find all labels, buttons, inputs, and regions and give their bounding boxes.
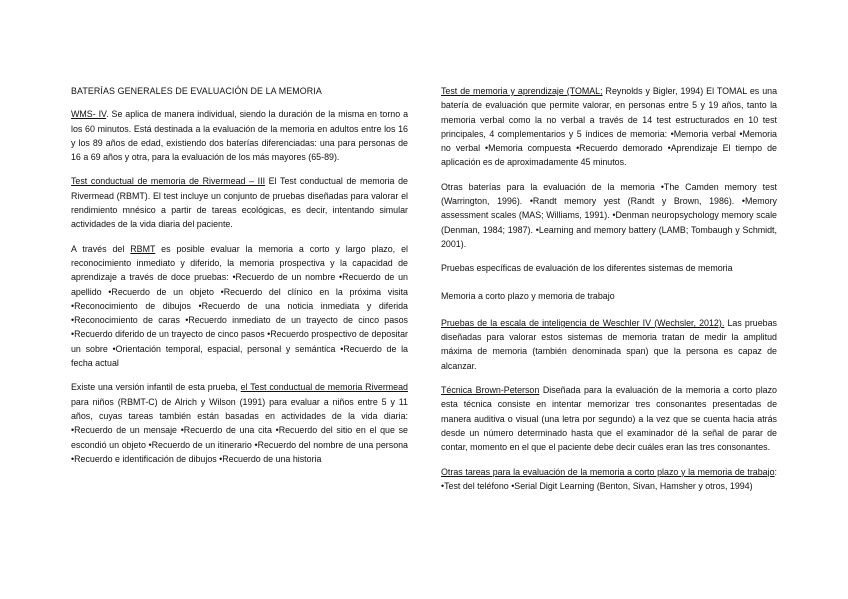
term-rbmt-child: el Test conductual de memoria Rivermead [240,382,408,393]
text-tomal: Reynolds y Bigler, 1994) El TOMAL es una batería de evaluación que permite valorar, en personas entre 5 y 19 años, tanto la memoria verbal como la no verbal a través de 14 test estructurados en 10 test principales, 4 complementarios y 5 índices de memoria: •Memoria verbal •Memoria no verbal •Memoria compuesta •Recuerdo demorado •Aprendizaje El tiempo de aplicación es de aproximadamente 45 minutos. [441,86,777,168]
text-weschler: Las pruebas diseñadas para valorar estos sistemas de memoria tratan de medir la amplitud máxima de memoria (también denominada span) que la persona es capaz de alcanzar. [441,317,777,371]
term-brown-peterson: Técnica Brown-Peterson [441,385,540,396]
right-column [441,84,777,503]
paragraph-wms [71,107,408,164]
paragraph-other-tasks [441,465,777,494]
paragraph-tomal [441,84,777,170]
paragraph-weschler [441,316,777,373]
text-rbmt: El Test conductual de memoria de Rivermead (RBMT). El test incluye un conjunto de pruebas diseñadas para valorar el rendimiento mnésico a partir de tareas ecológicas, es decir, intentando simular actividades de la vida diaria del paciente. [71,176,408,230]
term-rbmt-short: RBMT [130,243,156,254]
text-rbmt-child: para niños (RBMT-C) de Alrich y Wilson (1991) para evaluar a niños entre 5 y 11 años, cuyas tareas también están basadas en actividades de la vida diaria: •Recuerdo de un mensaje •Recuerdo de una cita •Recuerdo del sitio en el que se escondió un objeto •Recuerdo de un itinerario •Recuerdo del nombre de una persona •Recuerdo e identificación de dibujos •Recuerdo de una historia [71,396,408,464]
term-rbmt: Test conductual de memoria de Rivermead – III [71,176,266,187]
paragraph-rbmt-detail [71,242,408,371]
text-other-tasks: : •Test del teléfono •Serial Digit Learning (Benton, Sivan, Hamsher y otros, 1994) [441,466,777,491]
pre-rbmt-child: Existe una versión infantil de esta prueba, [71,382,241,393]
left-column [71,84,408,476]
term-tomal: Test de memoria y aprendizaje (TOMAL; [441,86,603,96]
paragraph-rbmt [71,174,408,231]
term-other-tasks: Otras tareas para la evaluación de la memoria a corto plazo y la memoria de trabajo [441,466,775,477]
paragraph-rbmt-child [71,380,408,466]
pre-rbmt-detail: A través del [71,243,131,254]
text-brown-peterson: Diseñada para la evaluación de la memoria a corto plazo esta técnica consiste en intentar memorizar tres consonantes presentadas de manera auditiva o visual (una letra por segundo) a la vez que se cuenta hacia atrás desde un número determinado hasta que el examinador dé la señal de parar de contar, momento en el que el paciente debe decir cuáles eran las tres consonantes. [441,385,777,453]
term-weschler: Pruebas de la escala de inteligencia de Weschler IV (Wechsler, 2012). [441,317,725,328]
heading-short-term-memory: Memoria a corto plazo y memoria de trabajo [441,290,615,301]
term-wms: WMS- IV [71,109,107,120]
paragraph-other-batteries: Otras baterías para la evaluación de la memoria •The Camden memory test (Warrington, 1996). •Randt memory yest (Randt y Brown, 1986). •Memory assessment scales (MAS; Williams, 1991). •Denman neuropsychology memory scale (Denman, 1984; 1987). •Learning and memory battery (LAMB; Tombaugh y Schmidt, 2001). [441,181,777,249]
heading-specific-tests: Pruebas específicas de evaluación de los diferentes sistemas de memoria [441,263,733,274]
paragraph-brown-peterson [441,383,777,454]
section-heading: BATERÍAS GENERALES DE EVALUACIÓN DE LA MEMORIA [71,86,322,96]
text-rbmt-detail: es posible evaluar la memoria a corto y largo plazo, el reconocimiento inmediato y diferido, la memoria prospectiva y la capacidad de aprendizaje a través de doce pruebas: •Recuerdo de un nombre •Recuerdo de un apellido •Recuerdo de un objeto •Recuerdo del clínico en la próxima visita •Reconocimiento de dibujos •Recuerdo de una noticia inmediata y diferida •Reconocimiento de caras •Recuerdo inmediato de un trayecto de cinco pasos •Recuerdo diferido de un trayecto de cinco pasos •Recuerdo prospectivo de depositar un sobre •Orientación temporal, espacial, personal y semántica •Recuerdo de la fecha actual [71,243,408,369]
text-wms: . Se aplica de manera individual, siendo la duración de la misma en torno a los 60 minutos. Está destinada a la evaluación de la memoria en adultos entre los 16 y los 89 años de edad, existiendo dos baterías diferenciadas: una para personas de 16 a 69 años y otra, para la evaluación de los más mayores (65-89). [71,109,408,163]
